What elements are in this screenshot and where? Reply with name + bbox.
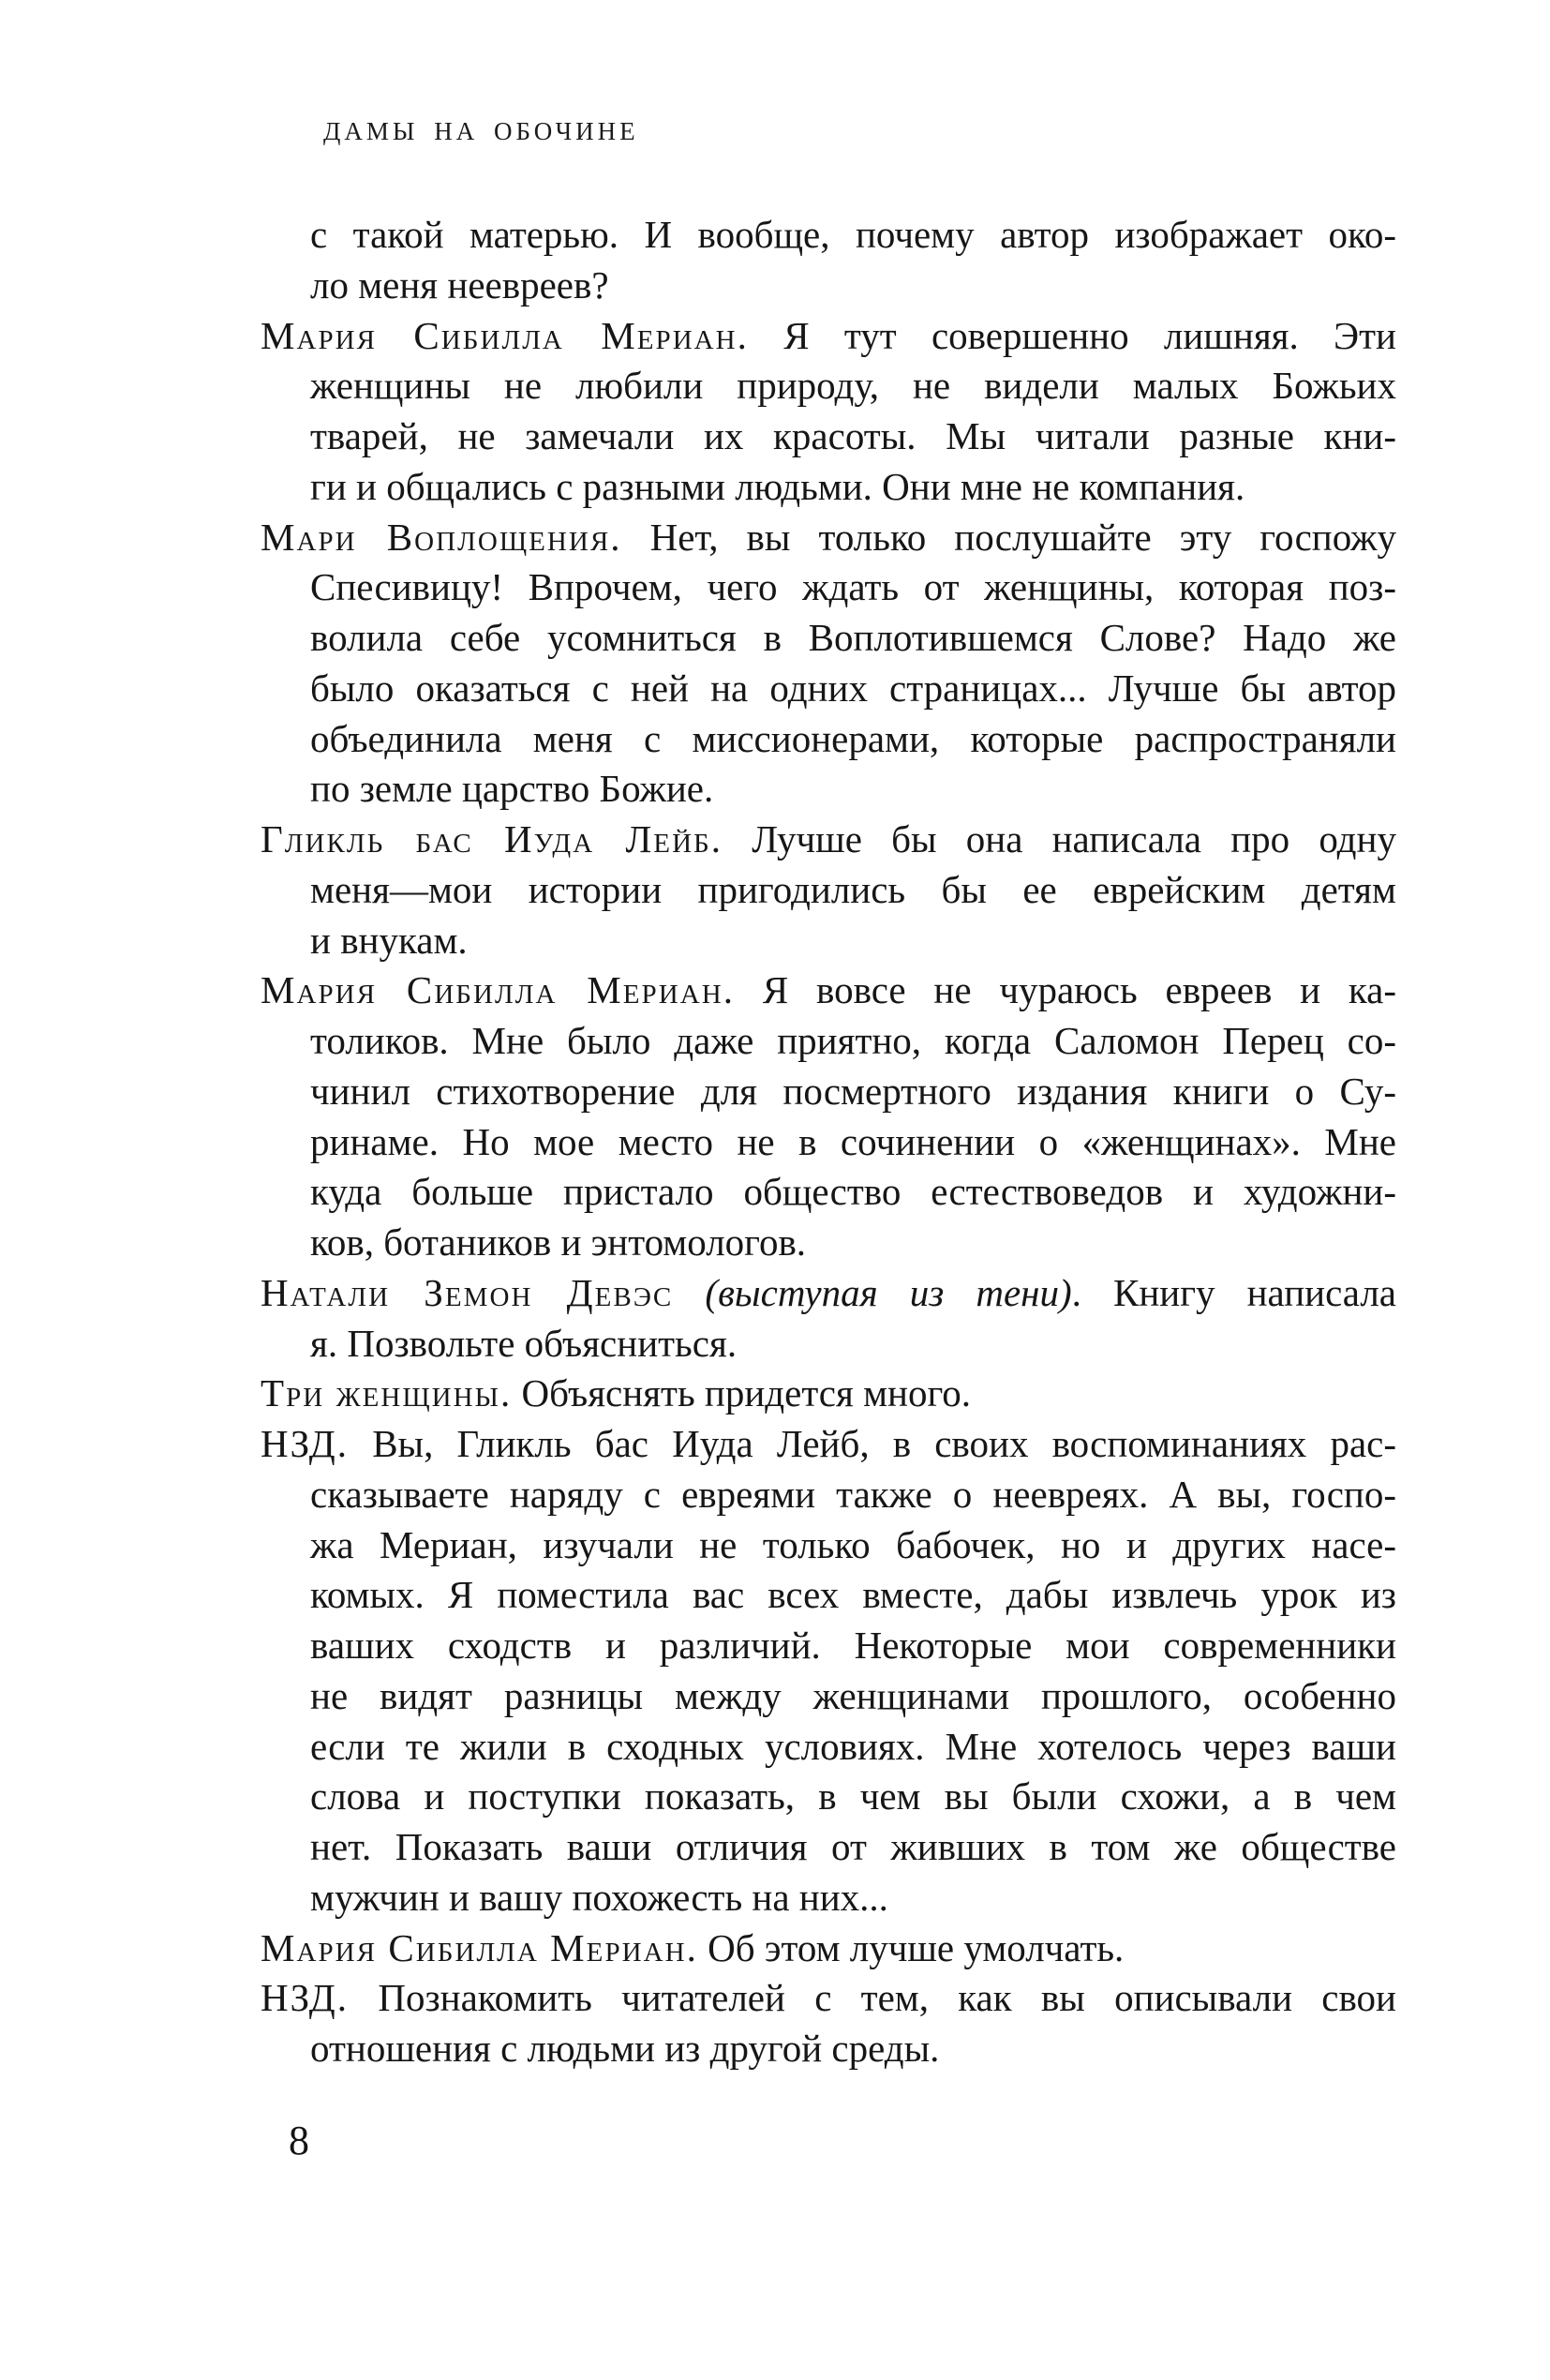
text-line: женщины не любили природу, не видели малых Божьих bbox=[310, 364, 1396, 408]
text-block bbox=[261, 210, 1396, 2074]
page-number: 8 bbox=[289, 2118, 309, 2163]
text-line: ков, ботаников и энтомологов. bbox=[310, 1220, 807, 1264]
text-line: толиков. Мне было даже приятно, когда Саломон Перец со- bbox=[310, 1019, 1396, 1062]
text-line: было оказаться с ней на одних страницах... Лучше бы автор bbox=[310, 666, 1396, 710]
text-line: Спесивицу! Впрочем, чего ждать от женщины, которая поз- bbox=[310, 565, 1396, 609]
text-line: меня—мои истории пригодились бы ее еврейским детям bbox=[310, 867, 1396, 911]
text-line: сказываете наряду с евреями также о неевреях. А вы, госпо- bbox=[310, 1472, 1396, 1516]
text-line: не видят разницы между женщинами прошлого, особенно bbox=[310, 1673, 1396, 1717]
text-line: Мари Воплощения. Нет, вы только послушайте эту госпожу bbox=[261, 515, 1397, 559]
speaker-name: Мария Сибилла Мериан. bbox=[261, 1925, 698, 1969]
text-line: НЗД. Вы, Гликль бас Иуда Лейб, в своих воспоминаниях рас- bbox=[261, 1422, 1396, 1465]
text-line: жа Мериан, изучали не только бабочек, но и других насе- bbox=[310, 1522, 1396, 1566]
text-line: чинил стихотворение для посмертного издания книги о Су- bbox=[310, 1069, 1396, 1113]
text-line: Три женщины. Объяснять придется много. bbox=[261, 1371, 972, 1415]
text-line: мужчин и вашу похожесть на них... bbox=[310, 1875, 888, 1919]
speaker-name: Мария Сибилла Мериан. bbox=[261, 313, 749, 357]
text-line: ло меня неевреев? bbox=[310, 262, 609, 307]
text-line: Мария Сибилла Мериан. Об этом лучше умолчать. bbox=[261, 1925, 1125, 1969]
text-line: по земле царство Божие. bbox=[310, 767, 714, 811]
stage-direction: (выступая из тени) bbox=[705, 1270, 1072, 1314]
text-line: слова и поступки показать, в чем вы были схожи, а в чем bbox=[310, 1774, 1396, 1819]
speaker-name: Гликль бас Иуда Лейб. bbox=[261, 817, 723, 861]
text-line: если те жили в сходных условиях. Мне хотелось через ваши bbox=[310, 1724, 1396, 1768]
text-line: Мария Сибилла Мериан. Я тут совершенно лишняя. Эти bbox=[261, 313, 1396, 357]
speaker-name: Натали Земон Девэс bbox=[261, 1270, 674, 1314]
text-line: НЗД. Познакомить читателей с тем, как вы описывали свои bbox=[261, 1976, 1396, 2020]
speaker-name: НЗД. bbox=[261, 1422, 350, 1465]
text-line: волила себе усомниться в Воплотившемся Слове? Надо же bbox=[310, 616, 1396, 659]
speaker-name: Мария Сибилла Мериан. bbox=[261, 968, 736, 1012]
speaker-name: Три женщины. bbox=[261, 1371, 513, 1415]
text-line: тварей, не замечали их красоты. Мы читали разные кни- bbox=[310, 414, 1396, 457]
text-line: ваших сходств и различий. Некоторые мои современники bbox=[310, 1624, 1396, 1667]
text-line: и внукам. bbox=[310, 918, 468, 962]
text-line: отношения с людьми из другой среды. bbox=[310, 2027, 940, 2070]
text-line: Мария Сибилла Мериан. Я вовсе не чураюсь евреев и ка- bbox=[261, 968, 1397, 1012]
speaker-name: НЗД. bbox=[261, 1976, 350, 2020]
text-line: нет. Показать ваши отличия от живших в том же обществе bbox=[310, 1825, 1396, 1868]
text-line: я. Позвольте объясниться. bbox=[310, 1321, 738, 1365]
text-line: Натали Земон Девэс (выступая из тени). Книгу написала bbox=[261, 1270, 1396, 1314]
text-line: ринаме. Но мое место не в сочинении о «женщинах». Мне bbox=[310, 1119, 1396, 1163]
running-header: ДАМЫ НА ОБОЧИНЕ bbox=[323, 117, 639, 145]
text-line: ги и общались с разными людьми. Они мне не компания. bbox=[310, 464, 1245, 508]
text-line: Гликль бас Иуда Лейб. Лучше бы она написала про одну bbox=[261, 817, 1396, 861]
text-line: куда больше пристало общество естествоведов и художни- bbox=[310, 1170, 1396, 1214]
text-line: объединила меня с миссионерами, которые распространяли bbox=[310, 716, 1396, 760]
text-line: с такой матерью. И вообще, почему автор изображает око- bbox=[310, 213, 1396, 256]
speaker-name: Мари Воплощения. bbox=[261, 515, 622, 559]
text-line: комых. Я поместила вас всех вместе, дабы извлечь урок из bbox=[310, 1573, 1396, 1617]
